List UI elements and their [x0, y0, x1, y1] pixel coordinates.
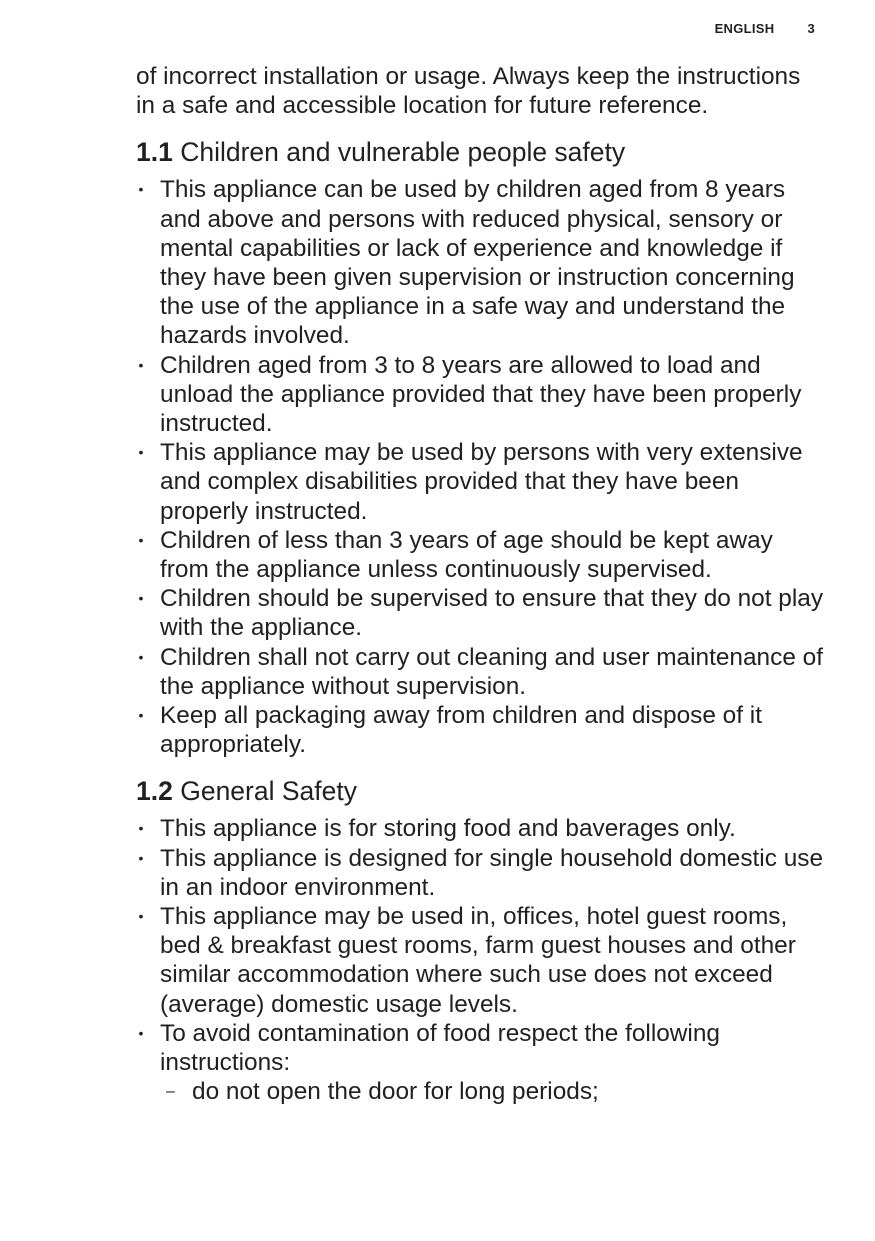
page-content [136, 62, 826, 1107]
bullet-icon: • [138, 531, 144, 548]
bullet-icon: • [138, 1024, 144, 1041]
section-title-text: General Safety [180, 776, 357, 807]
sub-list [136, 1077, 826, 1106]
list-item: • This appliance is for storing food and baverages only. [136, 814, 826, 843]
bullet-list [136, 814, 826, 1077]
bullet-icon: • [138, 356, 144, 373]
language-label: ENGLISH [714, 21, 775, 36]
page-header [715, 21, 815, 36]
bullet-icon: • [138, 820, 144, 837]
bullet-list [136, 175, 826, 759]
list-item: • This appliance may be used in, offices, hotel guest rooms, bed & breakfast guest rooms, farm guest houses and other similar accommodation where such use does not exceed (average) domestic usage levels. [136, 902, 826, 1019]
list-item: • Children shall not carry out cleaning and user maintenance of the appliance without supervision. [136, 643, 826, 701]
section-1-2 [136, 775, 826, 1106]
page-number: 3 [807, 21, 815, 36]
list-item: • This appliance can be used by children aged from 8 years and above and persons with reduced physical, sensory or mental capabilities or lack of experience and knowledge if they have been given supervision or instruction concerning the use of the appliance in a safe way and understand the hazards involved. [136, 175, 826, 350]
bullet-icon: • [138, 181, 144, 198]
list-item: • Children aged from 3 to 8 years are allowed to load and unload the appliance provided that they have been properly instructed. [136, 351, 826, 439]
bullet-icon: • [138, 849, 144, 866]
section-title-text: Children and vulnerable people safety [180, 137, 626, 168]
bullet-icon: • [138, 444, 144, 461]
section-number: 1.1 [136, 137, 173, 168]
section-1-1 [136, 136, 826, 759]
list-item: • Children of less than 3 years of age should be kept away from the appliance unless continuously supervised. [136, 526, 826, 584]
list-item: • To avoid contamination of food respect the following instructions: [136, 1019, 826, 1077]
dash-icon: – [166, 1083, 175, 1101]
list-item: • This appliance is designed for single household domestic use in an indoor environment. [136, 844, 826, 902]
bullet-icon: • [138, 648, 144, 665]
bullet-icon: • [138, 590, 144, 607]
section-heading [136, 775, 826, 807]
section-number: 1.2 [136, 776, 173, 807]
list-item: • Children should be supervised to ensure that they do not play with the appliance. [136, 584, 826, 642]
section-heading [136, 136, 826, 168]
list-item: • This appliance may be used by persons with very extensive and complex disabilities provided that they have been properly instructed. [136, 438, 826, 526]
intro-paragraph: of incorrect installation or usage. Always keep the instructions in a safe and accessible location for future reference. [136, 63, 801, 120]
bullet-icon: • [138, 707, 144, 724]
bullet-icon: • [138, 908, 144, 925]
list-item: • Keep all packaging away from children and dispose of it appropriately. [136, 701, 826, 759]
sub-list-item: – do not open the door for long periods; [166, 1078, 599, 1106]
